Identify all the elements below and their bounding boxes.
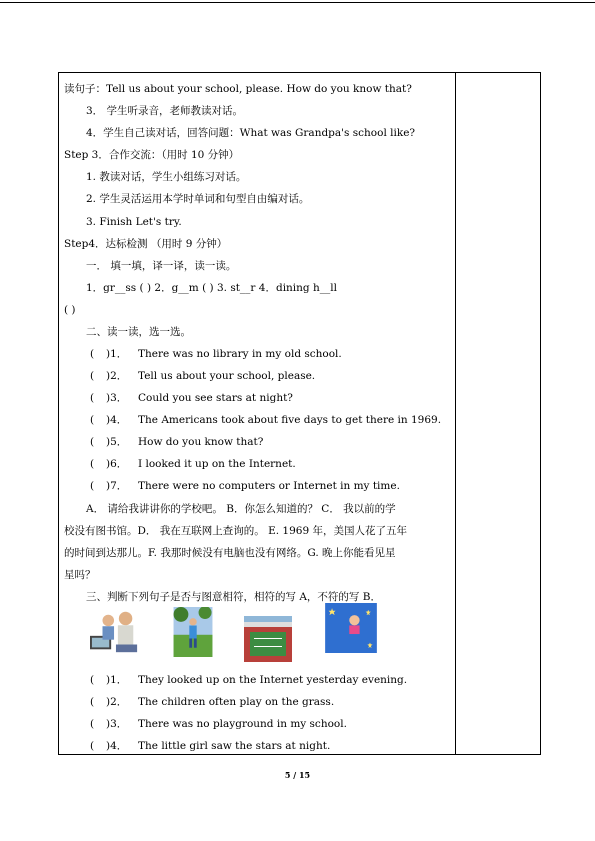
step4-heading: Step4．达标检测 （用时 9 分钟） — [64, 238, 228, 250]
list-item: ( )7． There were no computers or Internet in my time. — [90, 480, 400, 492]
list-item: ( )4． The Americans took about five days to get there in 1969. — [90, 414, 442, 426]
step3-item-3: 3. Finish Let's try. — [86, 216, 182, 228]
table-bottom-border — [58, 754, 541, 755]
page-top-rule — [0, 2, 595, 3]
step3-heading: Step 3．合作交流：（用时 10 分钟） — [64, 149, 240, 161]
step3-item-1: 1. 教读对话，学生小组练习对话。 — [86, 171, 247, 183]
girl-moon-stars-image — [321, 603, 381, 653]
playground-image — [244, 614, 292, 664]
step3-item-2: 2. 学生灵活运用本学时单词和句型自由编对话。 — [86, 193, 310, 205]
list-item: ( )2． Tell us about your school, please. — [90, 370, 316, 382]
options-line: 校没有图书馆。D． 我在互联网上查询的。 E. 1969 年，美国人花了五年 — [64, 525, 407, 537]
list-item: ( )6． I looked it up on the Internet. — [90, 458, 296, 470]
options-line: 的时间到达那儿。F. 我那时候没有电脑也没有网络。G. 晚上你能看见星 — [64, 547, 396, 559]
list-item: ( )4． The little girl saw the stars at night. — [90, 740, 331, 752]
kids-laptop-image — [86, 607, 144, 657]
table-top-border — [58, 72, 541, 73]
page-number: 5 / 15 — [284, 770, 311, 780]
section2-title: 二、读一读，选一选。 — [86, 326, 191, 338]
list-item: ( )1． There was no library in my old school. — [90, 348, 342, 360]
section1-items: 1．gr__ss ( ) 2．g__m ( ) 3. st__r 4．dining h__ll — [86, 282, 337, 294]
list-item: ( )2． The children often play on the grass. — [90, 696, 335, 708]
read-sentence-line: 读句子：Tell us about your school, please. How do you know that? — [64, 83, 412, 95]
table-left-border — [58, 72, 59, 755]
section3-title: 三、判断下列句子是否与图意相符，相符的写 A，不符的写 B． — [86, 591, 381, 603]
section1-items-cont: ( ) — [64, 304, 76, 316]
list-item: ( )1． They looked up on the Internet yesterday evening. — [90, 674, 408, 686]
options-line: A． 请给我讲讲你的学校吧。 B．你怎么知道的？ C． 我以前的学 — [86, 503, 396, 515]
list-item: ( )3． Could you see stars at night? — [90, 392, 293, 404]
list-item: ( )5． How do you know that? — [90, 436, 264, 448]
table-column-divider — [455, 72, 456, 755]
list-item: ( )3． There was no playground in my school. — [90, 718, 347, 730]
step-line-3: 3． 学生听录音，老师教读对话。 — [86, 105, 244, 117]
table-right-border — [540, 72, 541, 755]
step-line-4: 4．学生自己读对话，回答问题：What was Grandpa's school like? — [86, 127, 416, 139]
section1-title: 一． 填一填，译一译，读一读。 — [86, 260, 237, 272]
child-grass-image — [172, 607, 214, 657]
options-line: 星吗？ — [64, 569, 96, 581]
